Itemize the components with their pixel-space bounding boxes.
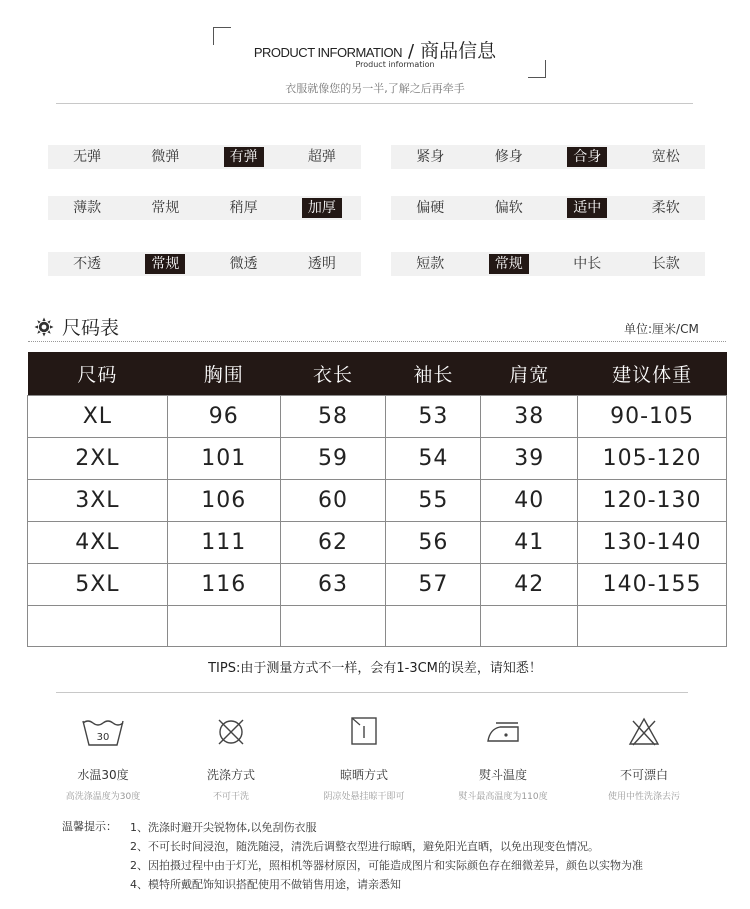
note-item: 2、不可长时间浸泡，随洗随浸，清洗后调整衣型进行晾晒，避免阳光直晒，以免出现变色情况。 (130, 840, 599, 853)
care-sub: 使用中性洗涤去污 (607, 792, 680, 802)
table-row (28, 395, 727, 437)
table-row (28, 437, 727, 479)
table-row (28, 563, 727, 605)
notes-label: 温馨提示： (62, 820, 117, 833)
table-cell-empty (280, 605, 386, 646)
column-header: 肩宽 (481, 352, 578, 395)
table-row-empty (28, 605, 727, 646)
attribute-option-label: 短款 (416, 256, 445, 272)
table-cell-empty (28, 605, 168, 646)
note-item: 1、洗涤时避开尖锐物体,以免刮伤衣服 (130, 821, 317, 834)
table-row (28, 479, 727, 521)
table-cell: 140-155 (578, 563, 727, 605)
table-cell: 58 (280, 395, 386, 437)
table-cell: 57 (386, 563, 481, 605)
attribute-option-label: 合身 (567, 147, 607, 167)
attribute-option (470, 145, 549, 169)
attribute-option-selected (548, 196, 627, 220)
column-header: 胸围 (167, 352, 280, 395)
column-header: 尺码 (28, 352, 168, 395)
attribute-option-label: 有弹 (224, 147, 264, 167)
attribute-option-label: 偏软 (494, 200, 523, 216)
attribute-option-label: 透明 (307, 256, 336, 272)
attribute-option (48, 252, 126, 276)
table-cell: 54 (386, 437, 481, 479)
column-header: 袖长 (386, 352, 481, 395)
table-cell-empty (386, 605, 481, 646)
table-cell: 2XL (28, 437, 168, 479)
attribute-option (627, 252, 706, 276)
table-row (28, 521, 727, 563)
attribute-option (627, 145, 706, 169)
attribute-option (48, 196, 126, 220)
attribute-option-label: 适中 (567, 198, 607, 218)
attribute-row-left (48, 252, 361, 276)
table-cell: 55 (386, 479, 481, 521)
care-item (294, 712, 434, 802)
attribute-option (391, 196, 470, 220)
tagline: 衣服就像您的另一半,了解之后再牵手 (285, 82, 465, 95)
care-title: 洗涤方式 (206, 768, 255, 782)
table-cell: 130-140 (578, 521, 727, 563)
attribute-option-label: 长款 (651, 256, 680, 272)
attribute-row-left (48, 145, 361, 169)
table-cell: 96 (167, 395, 280, 437)
attribute-option-label: 中长 (573, 256, 602, 272)
care-title: 不可漂白 (619, 768, 668, 782)
size-chart-title: 尺码表 (62, 317, 120, 339)
attribute-option-label: 超弹 (307, 149, 336, 165)
column-header: 衣长 (280, 352, 386, 395)
attribute-option-label: 柔软 (651, 200, 680, 216)
no-bleach-icon (627, 715, 661, 749)
attribute-option (205, 196, 283, 220)
table-cell: 39 (481, 437, 578, 479)
attribute-option (470, 196, 549, 220)
table-cell: 4XL (28, 521, 168, 563)
attribute-option-label: 不透 (73, 256, 102, 272)
table-cell: 90-105 (578, 395, 727, 437)
table-cell: 40 (481, 479, 578, 521)
care-title: 水温30度 (77, 768, 129, 782)
attribute-option (548, 252, 627, 276)
page-title (0, 36, 750, 63)
attribute-option-selected (205, 145, 283, 169)
table-cell: 38 (481, 395, 578, 437)
table-cell: 62 (280, 521, 386, 563)
note-item: 4、模特所戴配饰知识搭配使用不做销售用途，请亲悉知 (130, 878, 401, 891)
column-header: 建议体重 (578, 352, 727, 395)
attribute-row-right (391, 145, 705, 169)
wash-30-icon (80, 715, 126, 749)
table-cell: 111 (167, 521, 280, 563)
attribute-option (283, 145, 361, 169)
attribute-option (205, 252, 283, 276)
table-cell: 60 (280, 479, 386, 521)
attribute-option-selected (126, 252, 204, 276)
attribute-option-label: 薄款 (73, 200, 102, 216)
attribute-row-right (391, 252, 705, 276)
header-divider (56, 103, 693, 104)
unit-label: 单位:厘米/CM (624, 322, 699, 336)
care-item (574, 712, 714, 802)
attribute-option-label: 修身 (494, 149, 523, 165)
table-cell-empty (578, 605, 727, 646)
attribute-option-selected (283, 196, 361, 220)
table-cell: 63 (280, 563, 386, 605)
tips-divider (56, 692, 688, 693)
care-item (33, 712, 173, 802)
attribute-option-label: 加厚 (302, 198, 342, 218)
size-table (27, 352, 727, 647)
dry-shade-icon (349, 715, 379, 749)
care-title: 晾晒方式 (339, 768, 388, 782)
table-cell: 3XL (28, 479, 168, 521)
attribute-option (48, 145, 126, 169)
attribute-option-label: 偏硬 (416, 200, 445, 216)
dotted-divider (28, 341, 726, 342)
care-item (161, 712, 301, 802)
title-cn: 商品信息 (420, 40, 497, 62)
subtitle-en: Product information (355, 60, 435, 69)
attribute-row-left (48, 196, 361, 220)
care-sub: 熨斗最高温度为110度 (458, 792, 548, 802)
table-cell: 116 (167, 563, 280, 605)
care-item (433, 712, 573, 802)
attribute-option-label: 宽松 (651, 149, 680, 165)
table-cell: 59 (280, 437, 386, 479)
attribute-option (627, 196, 706, 220)
gear-icon (34, 317, 54, 337)
table-cell: 5XL (28, 563, 168, 605)
care-sub: 不可干洗 (212, 792, 249, 802)
care-sub: 高洗涤温度为30度 (65, 792, 141, 802)
care-title: 熨斗温度 (478, 768, 527, 782)
attribute-option-selected (470, 252, 549, 276)
no-dryclean-icon (214, 715, 248, 749)
title-en: PRODUCT INFORMATION (253, 45, 403, 60)
attribute-option-label: 稍厚 (229, 200, 258, 216)
attribute-option-label: 常规 (151, 200, 180, 216)
table-cell: 42 (481, 563, 578, 605)
attribute-option-label: 微透 (229, 256, 258, 272)
attribute-option-label: 微弹 (151, 149, 180, 165)
table-cell: 56 (386, 521, 481, 563)
attribute-option (391, 252, 470, 276)
table-cell: XL (28, 395, 168, 437)
size-table-header (28, 352, 727, 395)
attribute-option-label: 常规 (489, 254, 529, 274)
table-cell: 101 (167, 437, 280, 479)
attribute-option (391, 145, 470, 169)
attribute-option (126, 145, 204, 169)
care-sub: 阴凉处悬挂晾干即可 (323, 792, 405, 802)
tips-text: TIPS:由于测量方式不一样，会有1-3CM的误差，请知悉！ (208, 661, 542, 676)
table-cell: 41 (481, 521, 578, 563)
table-cell-empty (481, 605, 578, 646)
attribute-option-label: 无弹 (73, 149, 102, 165)
table-cell: 120-130 (578, 479, 727, 521)
attribute-option (126, 196, 204, 220)
table-cell-empty (167, 605, 280, 646)
attribute-row-right (391, 196, 705, 220)
note-item: 2、因拍摄过程中由于灯光，照相机等器材原因，可能造成图片和实际颜色存在细微差异，颜色以实物为准 (130, 859, 643, 872)
attribute-option-label: 紧身 (416, 149, 445, 165)
iron-icon (482, 715, 524, 749)
table-cell: 53 (386, 395, 481, 437)
title-separator: / (408, 41, 415, 62)
attribute-option (283, 252, 361, 276)
attribute-option-selected (548, 145, 627, 169)
size-chart-heading (34, 313, 119, 340)
table-cell: 106 (167, 479, 280, 521)
table-cell: 105-120 (578, 437, 727, 479)
notes-list (130, 818, 643, 894)
attribute-option-label: 常规 (145, 254, 185, 274)
wash-temp-text: 30 (96, 732, 110, 743)
